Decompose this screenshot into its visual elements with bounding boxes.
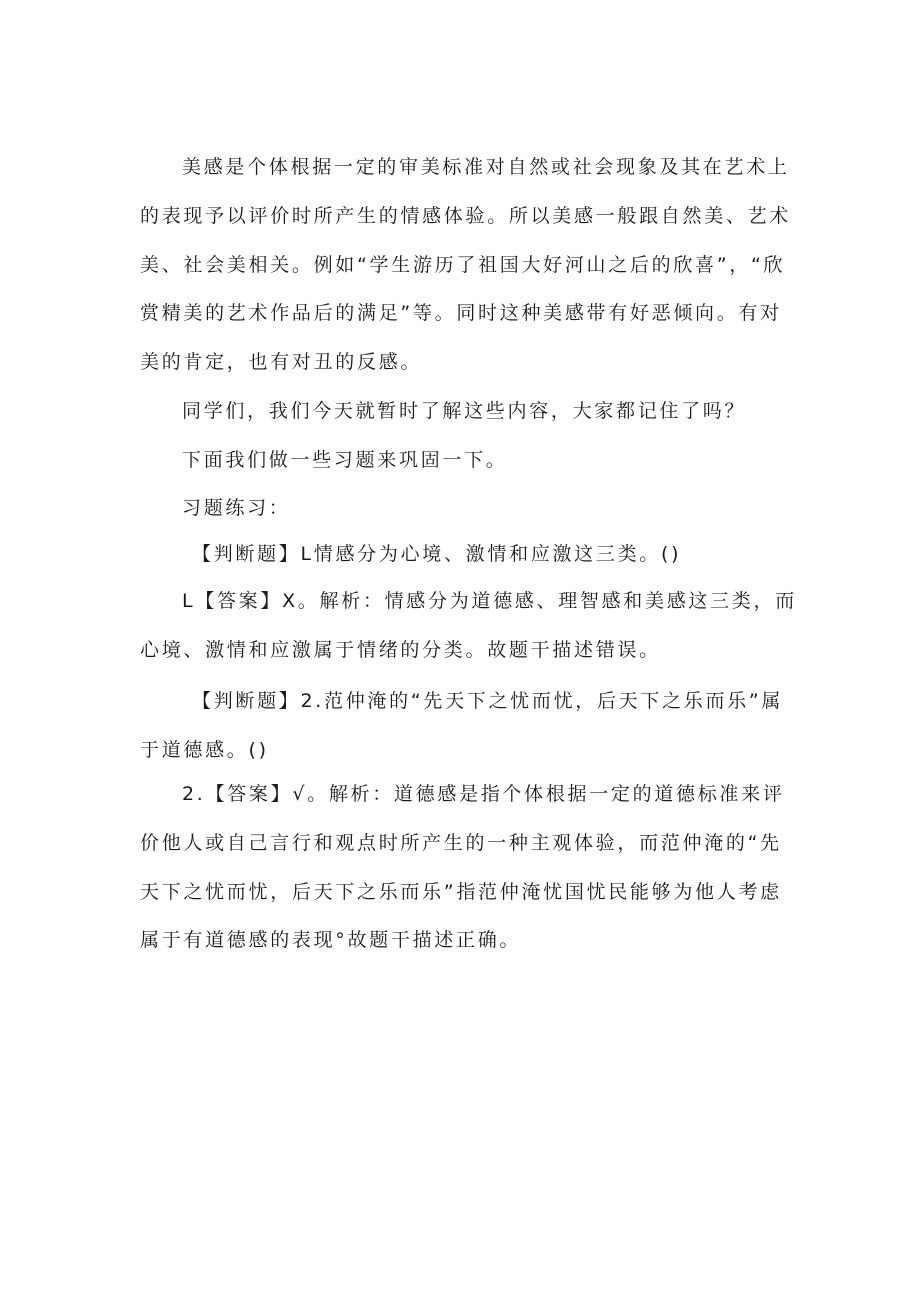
answer-2: 2.【答案】√。解析：道德感是指个体根据一定的道德标准来评价他人或自己言行和观点时所产生的一种主观体验，而范仲淹的“先天下之忧而忧，后天下之乐而乐”指范仲淹忧国忧民能够为他人考虑属于有道德感的表现°故题干描述正确。 xyxy=(140,783,785,952)
paragraph-aesthetic-feeling: 美感是个体根据一定的审美标准对自然或社会现象及其在艺术上的表现予以评价时所产生的情感体验。所以美感一般跟自然美、艺术美、社会美相关。例如“学生游历了祖国大好河山之后的欣喜”，“欣赏精美的艺术作品后的满足”等。同时这种美感带有好恶倾向。有对美的肯定，也有对丑的反感。 xyxy=(140,156,792,374)
paragraph-exercise-intro: 下面我们做一些习题来巩固一下。 xyxy=(182,449,508,471)
question-2: 【判断题】2.范仲淹的“先天下之忧而忧，后天下之乐而乐”属于道德感。() xyxy=(140,690,784,761)
paragraph-closing-question: 同学们，我们今天就暂时了解这些内容，大家都记住了吗？ xyxy=(182,400,747,422)
question-1: 【判断题】L情感分为心境、激情和应激这三类。() xyxy=(192,543,682,565)
exercise-heading: 习题练习： xyxy=(182,497,291,519)
answer-1: L【答案】X。解析：情感分为道德感、理智感和美感这三类，而心境、激情和应激属于情绪的分类。故题干描述错误。 xyxy=(140,590,797,661)
